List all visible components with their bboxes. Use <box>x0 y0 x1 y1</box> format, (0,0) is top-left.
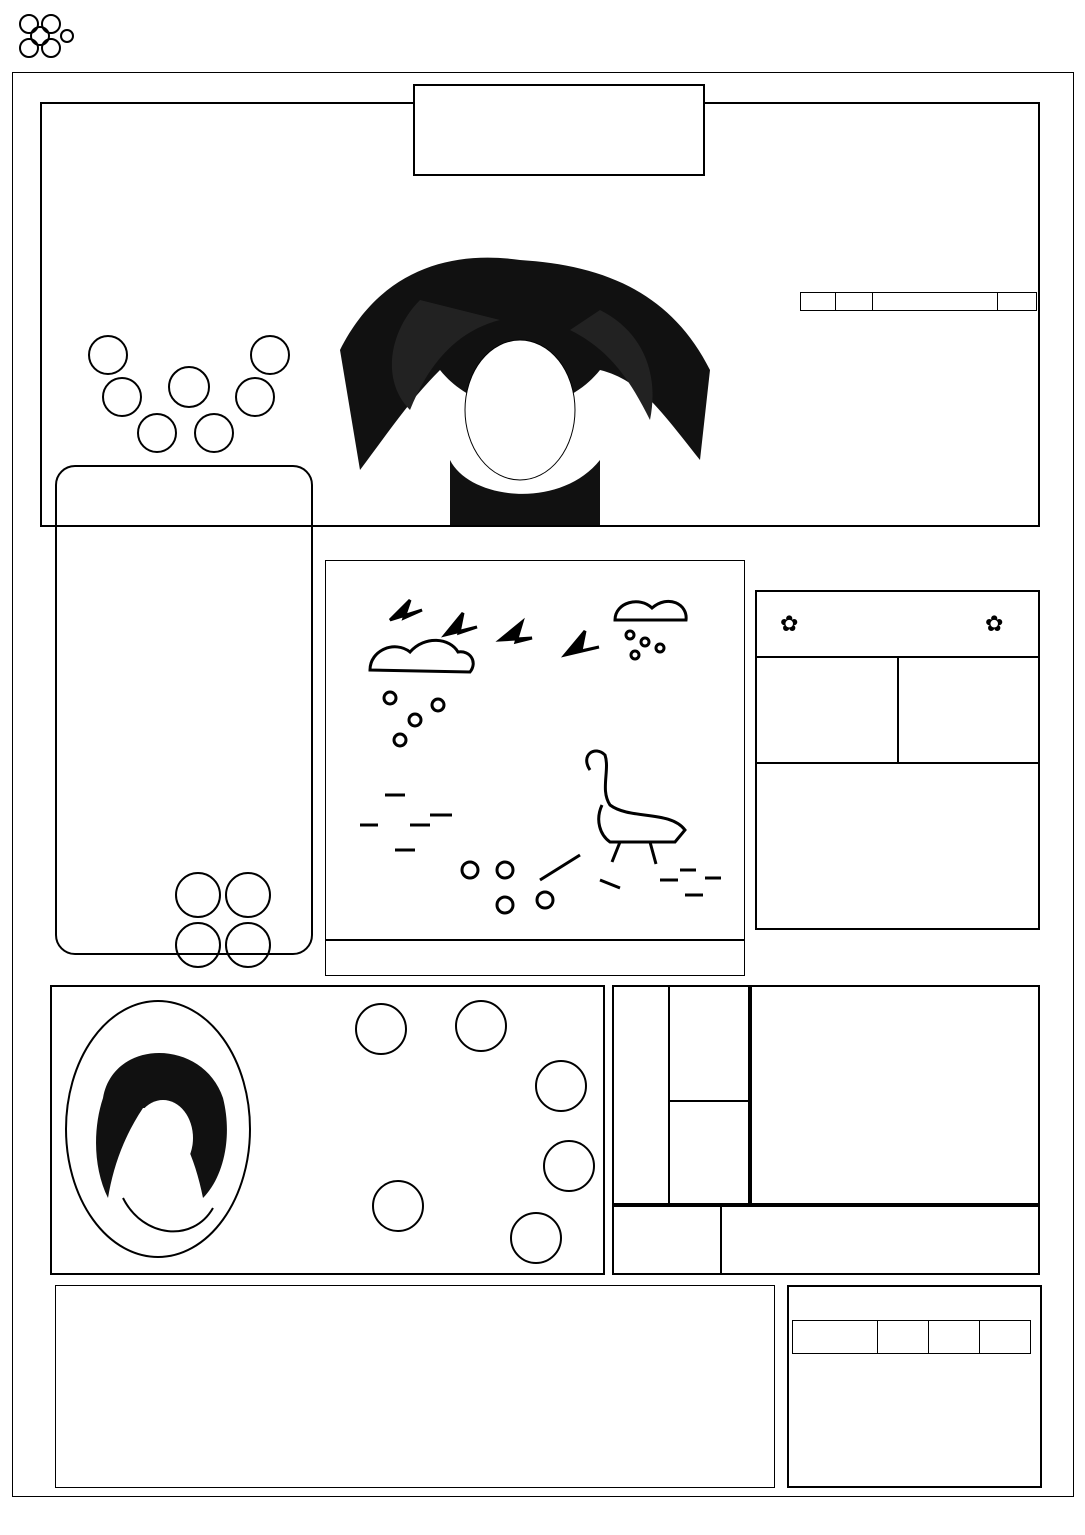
draw-ball <box>235 377 275 417</box>
flower-logo <box>15 12 77 62</box>
draw-ball <box>102 377 142 417</box>
this-issue-divider-v <box>897 656 899 762</box>
history-table-wrap <box>800 292 1037 311</box>
draw-ball <box>250 335 290 375</box>
offer-ball <box>225 872 271 918</box>
reminder-panel <box>612 1205 1040 1275</box>
portrait-photo <box>300 180 740 525</box>
history-header <box>998 293 1037 311</box>
history-table <box>800 292 1037 311</box>
secret-ball <box>510 1212 562 1264</box>
trend-header <box>793 1321 878 1354</box>
draw-ball <box>137 413 177 453</box>
trend-table <box>792 1320 1031 1354</box>
send-special-panel <box>750 985 1040 1205</box>
history-header <box>836 293 873 311</box>
flower-icon: ✿ <box>985 612 1004 637</box>
secret-photo <box>63 998 253 1260</box>
draw-ball <box>194 413 234 453</box>
number-grid-footer <box>272 1436 772 1486</box>
zodiac-divider-v <box>668 985 670 1205</box>
draw-ball-special <box>168 366 210 408</box>
secret-ball <box>535 1060 587 1112</box>
history-header <box>801 293 836 311</box>
trend-header <box>929 1321 980 1354</box>
secret-ball <box>355 1003 407 1055</box>
offer-ball <box>175 922 221 968</box>
number-grid <box>272 1287 772 1427</box>
offer-ball <box>175 872 221 918</box>
zodiac-panel <box>612 985 750 1205</box>
secret-ball <box>543 1140 595 1192</box>
this-issue-divider <box>755 762 1040 764</box>
trend-table-wrap <box>792 1320 1031 1354</box>
trend-header <box>980 1321 1031 1354</box>
offer-ball <box>225 922 271 968</box>
picture-caption-bottom-box <box>325 940 745 976</box>
secret-ball <box>455 1000 507 1052</box>
trend-panel <box>787 1285 1042 1488</box>
flower-icon: ✿ <box>780 612 799 637</box>
qr-code-icon[interactable] <box>584 98 700 174</box>
secret-ball <box>372 1180 424 1232</box>
reminder-divider <box>720 1205 722 1275</box>
draw-ball <box>88 335 128 375</box>
border-left-brand-strip <box>14 100 38 1480</box>
border-right-brand-strip <box>1048 100 1072 1480</box>
zodiac-divider-h <box>668 1100 750 1102</box>
trend-header <box>878 1321 929 1354</box>
history-header <box>873 293 998 311</box>
picture-puzzle-drawing <box>330 580 740 930</box>
